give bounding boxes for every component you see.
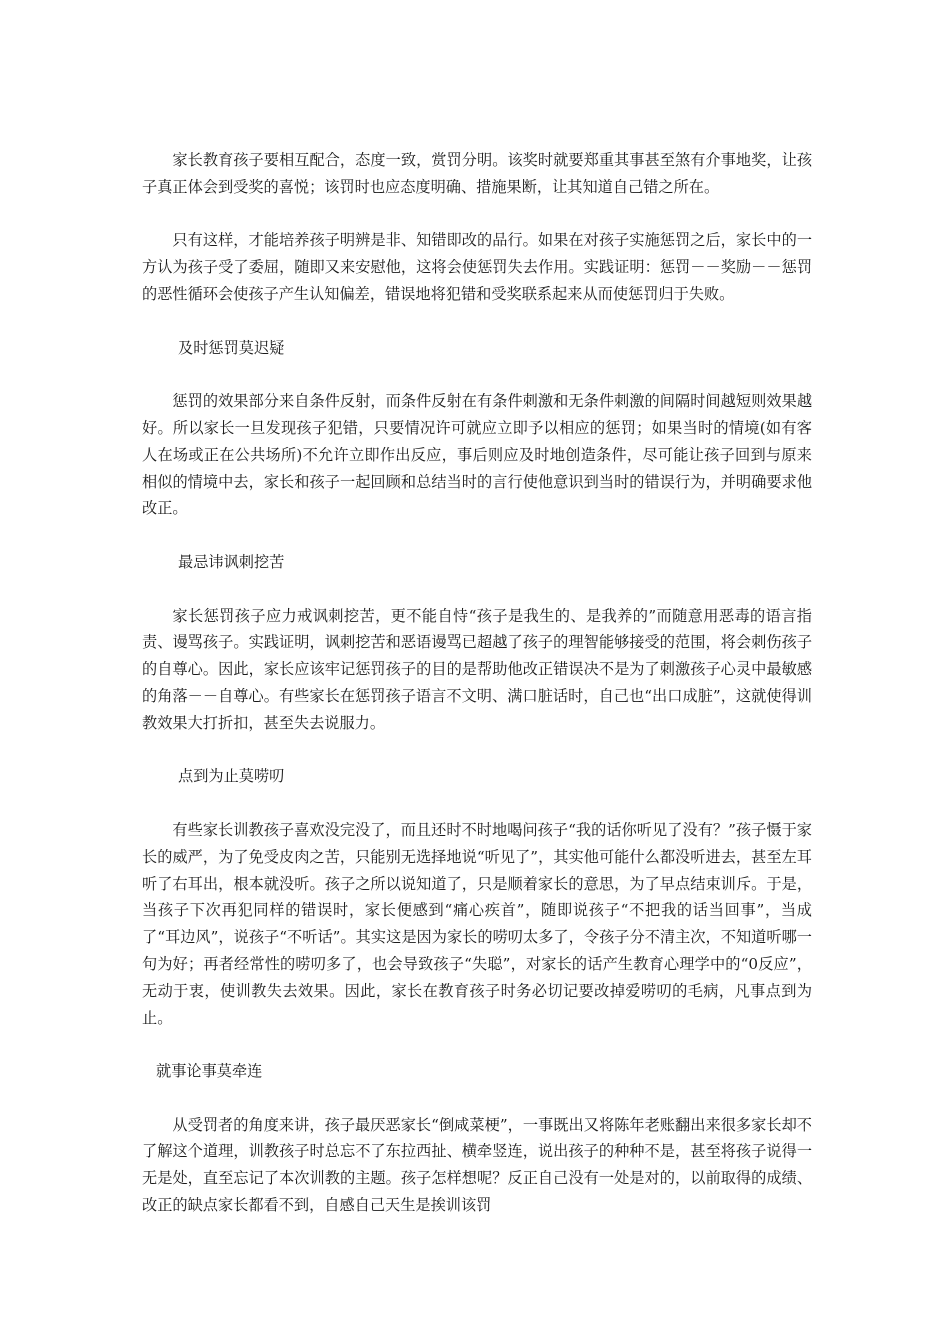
paragraph-gap bbox=[142, 1031, 812, 1058]
paragraph-gap bbox=[142, 790, 812, 817]
section-heading: 及时惩罚莫迟疑 bbox=[178, 338, 285, 357]
paragraph-gap bbox=[142, 361, 812, 388]
paragraph: 惩罚的效果部分来自条件反射，而条件反射在有条件刺激和无条件刺激的间隔时间越短则效果越好。所以家长一旦发现孩子犯错，只要情况许可就应立即予以相应的惩罚；如果当时的情境(如有客人在场或正在公共场所)不允许立即作出反应，事后则应及时地创造条件，尽可能让孩子回到与原来相似的情境中去，家长和孩子一起回顾和总结当时的言行使他意识到当时的错误行为，并明确要求他改正。 bbox=[142, 392, 812, 518]
paragraph: 有些家长训教孩子喜欢没完没了，而且还时不时地喝问孩子“我的话你听见了没有？”孩子慑于家长的威严，为了免受皮肉之苦，只能别无选择地说“听见了”，其实他可能什么都没听进去，甚至左耳听了右耳出，根本就没听。孩子之所以说知道了，只是顺着家长的意思，为了早点结束训斥。于是，当孩子下次再犯同样的错误时，家长便感到“痛心疾首”，随即说孩子“不把我的话当回事”，当成了“耳边风”，说孩子“不听话”。其实这是因为家长的唠叨太多了，令孩子分不清主次，不知道听哪一句为好；再者经常性的唠叨多了，也会导致孩子“失聪”，对家长的话产生教育心理学中的“0反应”，无动于衷，使训教失去效果。因此，家长在教育孩子时务必切记要改掉爱唠叨的毛病，凡事点到为止。 bbox=[142, 820, 812, 1027]
section-heading: 点到为止莫唠叨 bbox=[178, 767, 285, 786]
paragraph: 家长惩罚孩子应力戒讽刺挖苦，更不能自恃“孩子是我生的、是我养的”而随意用恶毒的语言指责、谩骂孩子。实践证明，讽刺挖苦和恶语谩骂已超越了孩子的理智能够接受的范围，将会刺伤孩子的自尊心。因此，家长应该牢记惩罚孩子的目的是帮助他改正错误决不是为了刺激孩子心灵中最敏感的角落－－自尊心。有些家长在惩罚孩子语言不文明、满口脏话时，自己也“出口成脏”，这就使得训教效果大打折扣，甚至失去说服力。 bbox=[142, 606, 812, 732]
paragraph: 只有这样，才能培养孩子明辨是非、知错即改的品行。如果在对孩子实施惩罚之后，家长中的一方认为孩子受了委屈，随即又来安慰他，这将会使惩罚失去作用。实践证明：惩罚－－奖励－－惩罚的恶性循环会使孩子产生认知偏差，错误地将犯错和受奖联系起来从而使惩罚归于失败。 bbox=[142, 231, 812, 303]
paragraph-gap bbox=[142, 522, 812, 549]
paragraph-gap bbox=[142, 1085, 812, 1112]
paragraph-gap bbox=[142, 201, 812, 228]
document-body bbox=[142, 147, 812, 1219]
section-heading: 最忌讳讽刺挖苦 bbox=[178, 552, 285, 571]
paragraph-gap bbox=[142, 576, 812, 603]
section-heading: 就事论事莫牵连 bbox=[156, 1062, 263, 1081]
paragraph-gap bbox=[142, 308, 812, 335]
paragraph-gap bbox=[142, 737, 812, 764]
paragraph: 家长教育孩子要相互配合，态度一致，赏罚分明。该奖时就要郑重其事甚至煞有介事地奖，让孩子真正体会到受奖的喜悦；该罚时也应态度明确、措施果断，让其知道自己错之所在。 bbox=[142, 151, 812, 196]
paragraph: 从受罚者的角度来讲，孩子最厌恶家长“倒咸菜梗”，一事既出又将陈年老账翻出来很多家长却不了解这个道理，训教孩子时总忘不了东拉西扯、横牵竖连，说出孩子的种种不是，甚至将孩子说得一无是处，直至忘记了本次训教的主题。孩子怎样想呢？反正自己没有一处是对的，以前取得的成绩、改正的缺点家长都看不到，自感自己天生是挨训该罚 bbox=[142, 1115, 812, 1215]
